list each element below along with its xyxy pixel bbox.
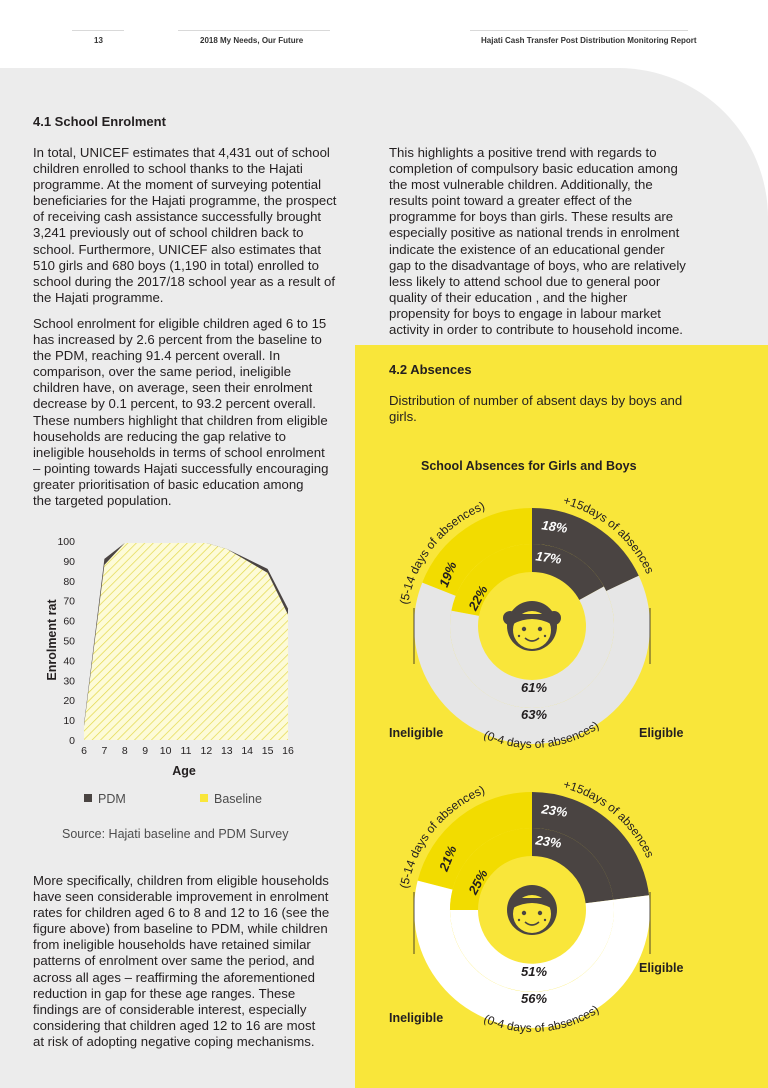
paragraph-absences <box>389 393 682 425</box>
text-line: This highlights a positive trend with regards to <box>389 145 657 160</box>
text-line: quality of their education , and the higher <box>389 289 628 305</box>
text-line: less likely to attend school due to general poor <box>389 273 661 289</box>
x-tick-label: 9 <box>142 745 149 757</box>
header-doc-title: 2018 My Needs, Our Future <box>200 36 304 45</box>
text-line: girls. <box>389 409 417 425</box>
text-line: – pointing towards Hajati successfully encouraging <box>33 460 329 476</box>
text-line: considering that children aged 12 to 16 are most <box>33 1017 316 1033</box>
text-line: greater prioritisation of basic education among <box>33 476 304 492</box>
text-line: These numbers highlight that children from eligible <box>33 412 328 428</box>
y-tick-label: 70 <box>63 595 75 608</box>
legend-label-pdm: PDM <box>98 792 126 806</box>
ineligible-label: Ineligible <box>389 1011 444 1025</box>
x-tick-label: 11 <box>180 745 192 757</box>
text-line: have seen considerable improvement in enrolment <box>33 889 329 905</box>
y-tick-label: 50 <box>63 635 75 648</box>
y-tick-label: 80 <box>63 575 75 588</box>
y-tick-label: 10 <box>63 715 75 728</box>
header-rule <box>178 30 330 31</box>
page-header <box>0 0 768 66</box>
child-face-icon <box>503 601 561 651</box>
ineligible-label: Ineligible <box>389 726 444 740</box>
percent-label: 51% <box>520 964 548 979</box>
percent-label: 21% <box>435 843 460 874</box>
absence-range-label: (0-4 days of absences) <box>481 718 602 752</box>
text-line: School enrolment for eligible children aged 6 to 15 <box>33 316 327 331</box>
percent-label: 22% <box>465 582 491 613</box>
legend-pdm <box>84 792 126 806</box>
text-line: indicate the existence of an educational gender <box>389 241 665 257</box>
header-rule <box>470 30 688 31</box>
y-tick-label: 30 <box>63 675 75 688</box>
x-axis-label: Age <box>172 764 196 778</box>
text-line: 3,241 previously out of school children back to <box>33 225 304 241</box>
text-line: comparison, over the same period, ineligible <box>33 364 292 380</box>
eligible-label: Eligible <box>639 961 684 975</box>
y-axis-label: Enrolment rat <box>45 599 59 681</box>
text-line: Distribution of number of absent days by boys and <box>389 393 683 408</box>
percent-label: 56% <box>520 991 548 1006</box>
text-line: More specifically, children from eligible households <box>33 873 329 888</box>
text-line: of receiving cash assistance successfully brought <box>33 209 322 225</box>
text-line: the PDM, reaching 91.4 percent overall. In <box>33 348 281 364</box>
text-line: school during the 2017/18 school year as a result of <box>33 273 336 289</box>
text-line: findings are of considerable interest, especially <box>33 1001 307 1017</box>
text-line: In total, UNICEF estimates that 4,431 out of school <box>33 145 330 160</box>
absence-range-label: (5-14 days of absences) <box>396 498 487 606</box>
percent-label: 25% <box>465 866 491 897</box>
baseline-series-area <box>84 543 288 740</box>
text-line: especially positive as national trends in enrolment <box>389 225 680 241</box>
legend-swatch-baseline <box>200 794 208 802</box>
text-line: across all ages – reaffirming the aforementioned <box>33 969 315 985</box>
text-line: activity in order to contribute to household income. <box>389 322 683 338</box>
section-heading-absences: 4.2 Absences <box>389 362 472 377</box>
text-line: reduction in gap for these age ranges. These <box>33 985 296 1001</box>
text-line: results point toward a greater effect of the <box>389 193 633 209</box>
text-line: the most vulnerable children. Additionally, the <box>389 177 653 193</box>
x-tick-label: 16 <box>282 745 294 757</box>
x-tick-label: 12 <box>200 745 213 757</box>
percent-label: 63% <box>520 707 548 722</box>
text-line: programme for boys than girls. These results are <box>389 209 674 225</box>
text-line: programme. At the moment of surveying potential <box>33 177 322 193</box>
y-tick-label: 20 <box>63 695 75 708</box>
text-line: school. Furthermore, UNICEF also estimates that <box>33 241 322 257</box>
absence-range-label: +15days of absences <box>561 493 657 576</box>
text-line: decrease by 0.1 percent, to 93.2 percent overall. <box>33 396 316 412</box>
text-line: ineligible households in terms of school enrolment <box>33 444 325 460</box>
text-line: gap to the disadvantage of boys, who are relatively <box>389 257 686 273</box>
eligible-label: Eligible <box>639 726 684 740</box>
legend-swatch-pdm <box>84 794 92 802</box>
y-tick-label: 90 <box>63 555 75 568</box>
absence-range-label: (0-4 days of absences) <box>481 1002 602 1036</box>
legend-baseline <box>200 792 262 806</box>
page-number: 13 <box>94 36 103 45</box>
absence-donut-girls <box>355 480 715 765</box>
y-tick-label: 40 <box>63 655 75 668</box>
text-line: propensity for boys to engage in labour market <box>389 305 661 321</box>
text-line: 510 girls and 680 boys (1,190 in total) enrolled to <box>33 257 319 273</box>
percent-label: 23% <box>534 832 563 851</box>
section-heading-enrolment: 4.1 School Enrolment <box>33 114 166 129</box>
text-line: completion of compulsory basic education among <box>389 161 678 177</box>
paragraph-enrolment-2 <box>33 316 328 509</box>
absence-chart-title: School Absences for Girls and Boys <box>421 459 637 473</box>
text-line: beneficiaries for the Hajati programme, the prospect <box>33 193 337 209</box>
percent-label: 17% <box>534 548 563 567</box>
percent-label: 19% <box>435 559 460 590</box>
x-tick-label: 6 <box>81 745 87 757</box>
y-tick-label: 100 <box>57 536 75 548</box>
x-tick-label: 13 <box>220 745 233 757</box>
percent-label: 18% <box>540 517 569 536</box>
text-line: the Hajati programme. <box>33 289 164 305</box>
text-line: has increased by 2.6 percent from the baseline to <box>33 332 322 348</box>
text-line: patterns of enrolment over same the period, and <box>33 953 315 969</box>
percent-label: 23% <box>540 801 569 820</box>
x-tick-label: 15 <box>261 745 274 757</box>
y-tick-label: 60 <box>63 615 75 628</box>
paragraph-enrolment-1 <box>33 145 336 306</box>
absence-range-label: (5-14 days of absences) <box>396 782 487 890</box>
absence-range-label: +15days of absences <box>561 780 657 860</box>
text-line: the targeted population. <box>33 493 172 509</box>
x-tick-label: 10 <box>159 745 172 757</box>
chart-source-note: Source: Hajati baseline and PDM Survey <box>62 827 289 841</box>
paragraph-right-column <box>389 145 686 338</box>
child-face-icon <box>507 885 557 935</box>
text-line: figure above) from baseline to PDM, while children <box>33 921 328 937</box>
text-line: from ineligible households have retained similar <box>33 937 311 953</box>
text-line: children enrolled to school thanks to the Hajati <box>33 161 303 177</box>
x-tick-label: 14 <box>241 745 254 757</box>
text-line: children have, on average, seen their enrolment <box>33 380 313 396</box>
text-line: at risk of adopting negative coping mechanisms. <box>33 1033 315 1049</box>
y-tick-label: 0 <box>69 735 75 747</box>
text-line: households are reducing the gap relative to <box>33 428 286 444</box>
x-tick-label: 7 <box>101 745 108 757</box>
percent-label: 61% <box>520 680 548 695</box>
x-tick-label: 8 <box>121 745 128 757</box>
enrolment-chart <box>0 520 330 790</box>
paragraph-enrolment-3 <box>33 873 329 1050</box>
header-rule <box>72 30 124 31</box>
absence-donut-boys <box>355 780 715 1070</box>
text-line: rates for children aged 6 to 8 and 12 to 16 (see the <box>33 905 330 921</box>
legend-label-baseline: Baseline <box>214 792 262 806</box>
header-report-title: Hajati Cash Transfer Post Distribution Monitoring Report <box>481 36 697 45</box>
